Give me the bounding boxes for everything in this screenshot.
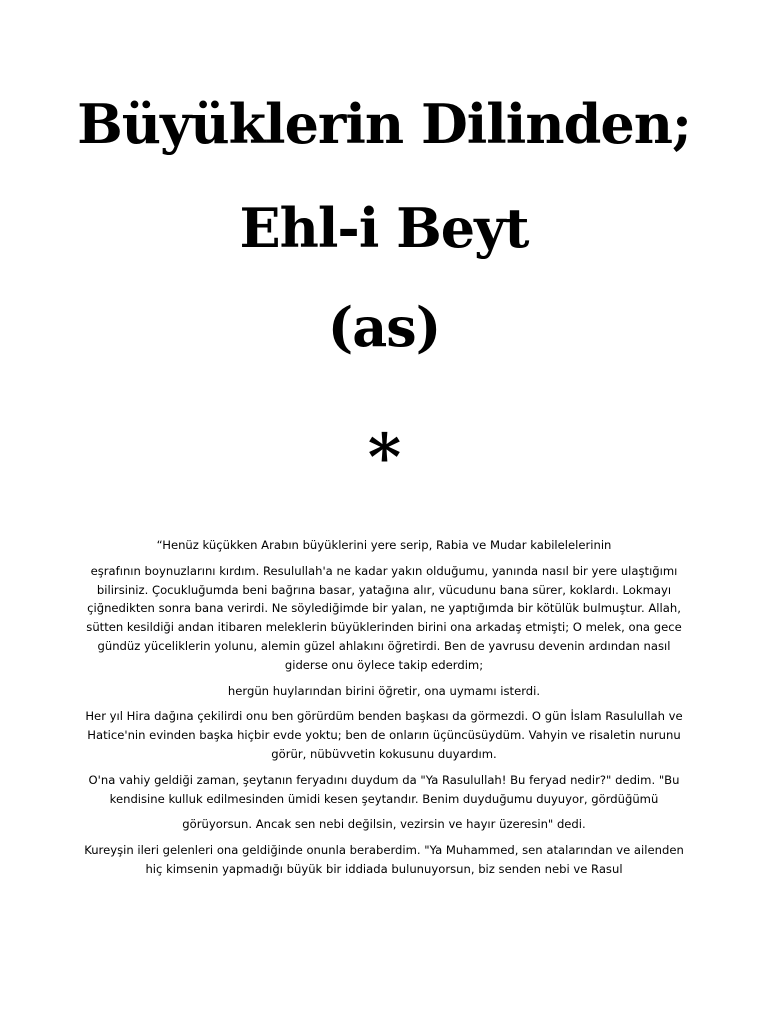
- paragraph-3: hergün huylarından birini öğretir, ona uymamı isterdi.: [227, 683, 541, 698]
- paragraph-5: O'na vahiy geldiği zaman, şeytanın feryadını duydum da "Ya Rasulullah! Bu feryad nedir?" dedim. "Bu kendisine kulluk edilmesinden ümidi kesen şeytandır. Benim duyduğumu duyuyor, gördüğümü: [88, 772, 680, 806]
- asterisk-ornament: *: [367, 420, 401, 495]
- body-text: [84, 536, 684, 886]
- paragraph-1: “Henüz küçükken Arabın büyüklerini yere serip, Rabia ve Mudar kabilelelerinin: [156, 538, 612, 552]
- title-line-3: (as): [327, 295, 441, 359]
- paragraph-4: Her yıl Hira dağına çekilirdi onu ben görürdüm benden başkası da görmezdi. O gün İslam Rasulullah ve Hatice'nin evinden başka hiçbir evde yoktu; ben de onların üçüncüsüydüm. Vahyin ve risaletin nurunu görür, nübüvvetin kokusunu duyardım.: [85, 709, 683, 761]
- title-line-2: Ehl-i Beyt: [239, 196, 529, 260]
- paragraph-2: eşrafının boynuzlarını kırdım. Resulullah'a ne kadar yakın olduğumu, yanında nasıl bir yere ulaştığımı bilirsiniz. Çocukluğumda beni bağrına basar, yatağına alır, vücudunu bana sürer, koklardı. Lokmayı çiğnedikten sonra bana verirdi. Ne söylediğimde bir yalan, ne yaptığımda bir kötülük bulmuştur. Allah, sütten kesildiği andan itibaren meleklerin büyüklerinden birini ona arkadaş etmişti; O melek, ona gece gündüz yüceliklerin yolunu, alemin güzel ahlakını öğretirdi. Ben de yavrusu devenin ardından nasıl giderse onu öylece takip ederdim;: [86, 563, 682, 672]
- paragraph-7: Kureyşin ileri gelenleri ona geldiğinde onunla beraberdim. "Ya Muhammed, sen atalarından ve ailenden hiç kimsenin yapmadığı büyük bir iddiada bulunuyorsun, biz senden nebi ve Rasul: [84, 843, 684, 876]
- title-line-1: Büyüklerin Dilinden;: [77, 92, 691, 156]
- paragraph-6: görüyorsun. Ancak sen nebi değilsin, vezirsin ve hayır üzeresin" dedi.: [182, 817, 586, 832]
